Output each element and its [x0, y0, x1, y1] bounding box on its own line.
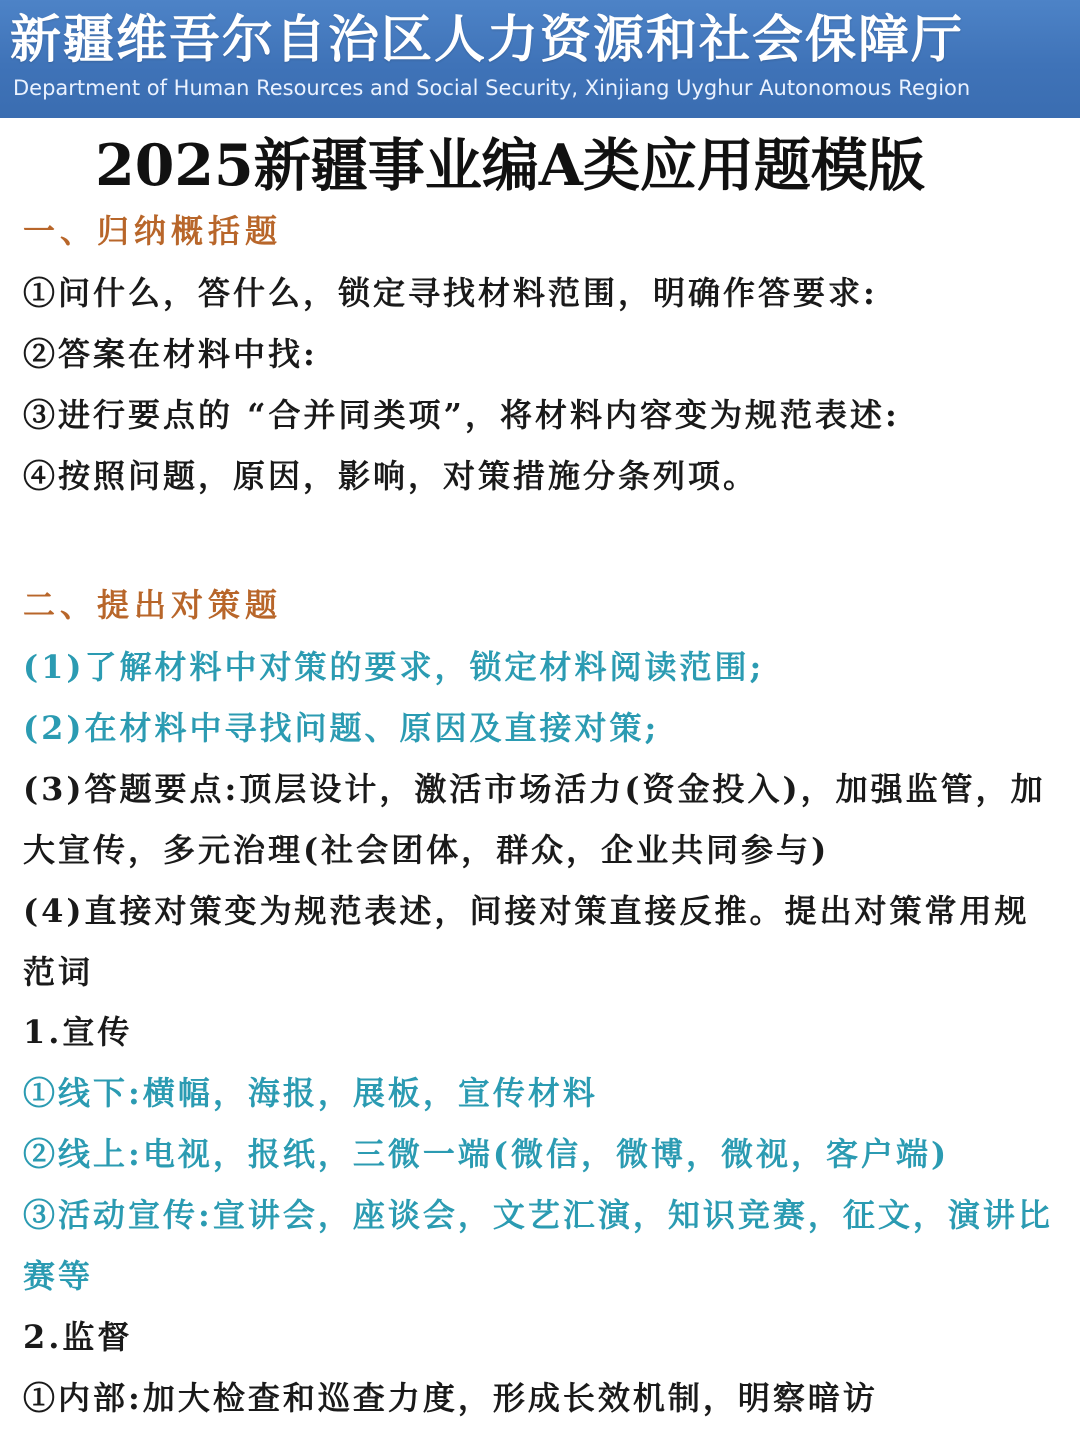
header-banner: [0, 0, 1080, 118]
section2-item-4: (4)直接对策变为规范表述，间接对策直接反推。提出对策常用规范词: [23, 892, 1030, 991]
group-2-title: 2.监督: [23, 1318, 133, 1356]
org-name-english: Department of Human Resources and Social Security, Xinjiang Uyghur Autonomous Region: [13, 76, 971, 100]
org-name-chinese: 新疆维吾尔自治区人力资源和社会保障厅: [10, 11, 965, 70]
section1-item-3: ③进行要点的 “合并同类项”，将材料内容变为规范表述:: [23, 396, 900, 434]
group-1-item-3: ③活动宣传:宣讲会，座谈会，文艺汇演，知识竞赛，征文，演讲比赛等: [23, 1196, 1053, 1295]
section2-item-3: (3)答题要点:顶层设计，激活市场活力(资金投入)，加强监管，加大宣传，多元治理(社会团体，群众，企业共同参与): [23, 770, 1046, 869]
section1-item-2: ②答案在材料中找:: [23, 335, 318, 373]
section1-item-4: ④按照问题，原因，影响，对策措施分条列项。: [23, 457, 759, 495]
group-2-item-1: ①内部:加大检查和巡查力度，形成长效机制，明察暗访: [23, 1379, 878, 1417]
group-1-item-2: ②线上:电视，报纸，三微一端(微信，微博，微视，客户端): [23, 1135, 950, 1173]
section1-item-1: ①问什么，答什么，锁定寻找材料范围，明确作答要求:: [23, 274, 878, 312]
section2-heading: 二、提出对策题: [23, 586, 283, 624]
section2-item-2: (2)在材料中寻找问题、原因及直接对策;: [23, 709, 660, 747]
page-title: 2025新疆事业编A类应用题模版: [95, 132, 925, 199]
group-1-item-1: ①线下:横幅，海报，展板，宣传材料: [23, 1074, 598, 1112]
group-1-title: 1.宣传: [23, 1013, 133, 1051]
section1-heading: 一、归纳概括题: [23, 212, 283, 250]
section2-item-1: (1)了解材料中对策的要求，锁定材料阅读范围;: [23, 648, 765, 686]
